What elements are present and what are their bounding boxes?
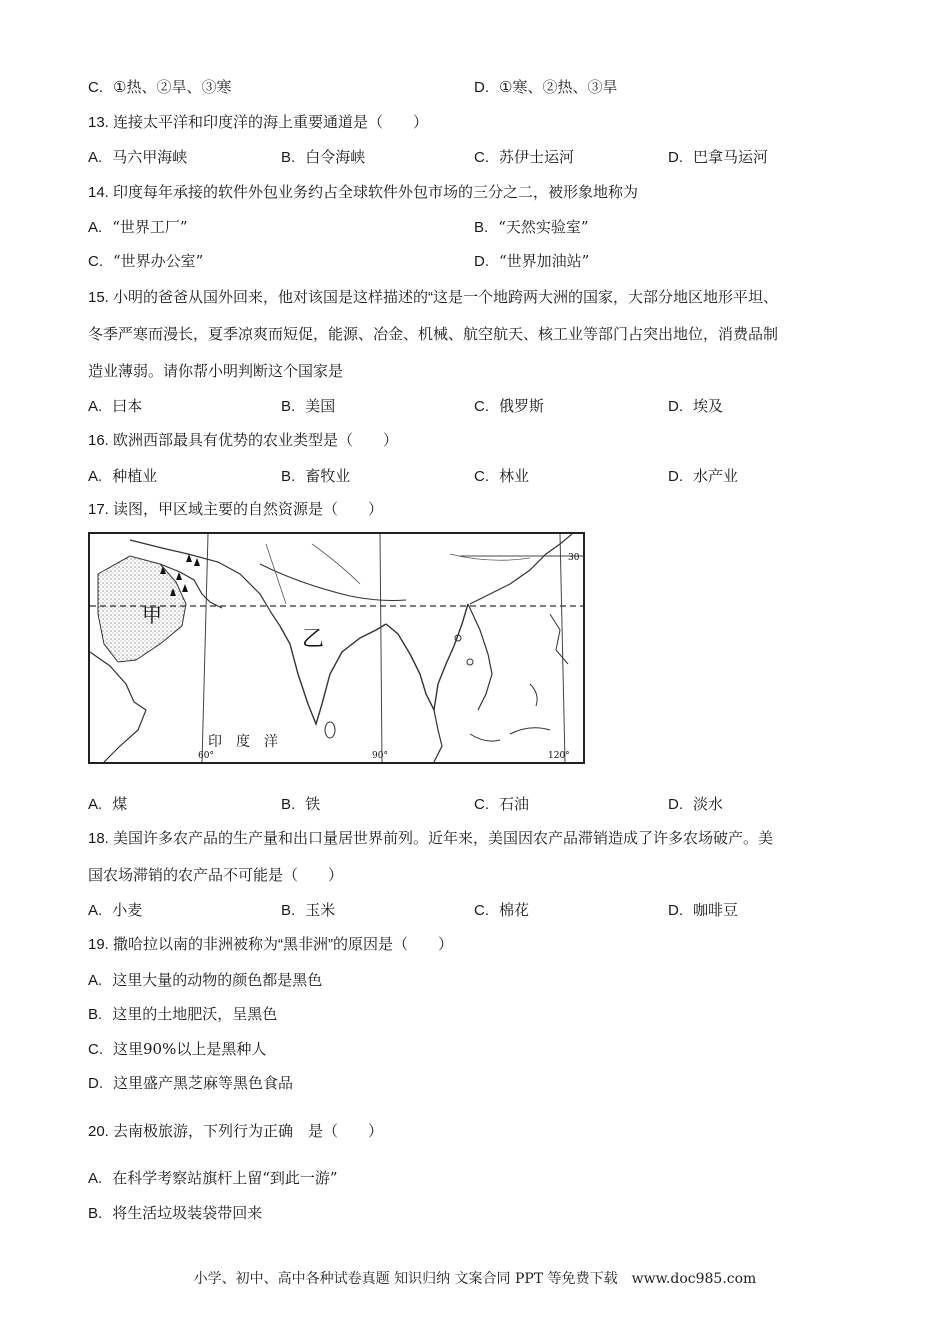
option-a bbox=[88, 969, 322, 990]
question-15-stem-line: 冬季严寒而漫长，夏季凉爽而短促，能源、冶金、机械、航空航天、核工业等部门占突出地位，消费品制 bbox=[88, 325, 779, 343]
question-17-stem: 17. 读图，甲区域主要的自然资源是（ ） bbox=[88, 501, 384, 518]
option-d bbox=[668, 146, 768, 167]
option-text: 埃及 bbox=[693, 397, 724, 415]
option-c bbox=[88, 76, 231, 97]
option-letter: B. bbox=[281, 398, 296, 415]
option-text: “世界办公室” bbox=[113, 252, 204, 270]
option-letter: C. bbox=[474, 398, 489, 415]
option-text: 铁 bbox=[305, 795, 321, 813]
option-text: 俄罗斯 bbox=[499, 397, 545, 415]
option-text: 水产业 bbox=[693, 467, 739, 485]
longitude-label: 90° bbox=[372, 751, 388, 761]
option-letter: B. bbox=[281, 468, 296, 485]
option-letter: A. bbox=[88, 972, 103, 989]
option-d bbox=[474, 250, 589, 271]
option-letter: D. bbox=[474, 79, 489, 96]
option-letter: A. bbox=[88, 149, 103, 166]
option-letter: D. bbox=[668, 902, 683, 919]
option-text: 这里盛产黑芝麻等黑色食品 bbox=[113, 1074, 294, 1092]
option-letter: A. bbox=[88, 219, 103, 236]
option-letter: B. bbox=[281, 796, 296, 813]
option-a bbox=[88, 146, 187, 167]
option-c bbox=[88, 1038, 266, 1059]
option-text: 巴拿马运河 bbox=[693, 148, 769, 166]
option-text: 小麦 bbox=[112, 901, 143, 919]
option-d bbox=[668, 395, 723, 416]
option-text: 马六甲海峡 bbox=[112, 148, 188, 166]
option-letter: D. bbox=[668, 468, 683, 485]
option-text: 淡水 bbox=[693, 795, 724, 813]
option-a bbox=[88, 793, 127, 814]
question-16-stem: 16. 欧洲西部最具有优势的农业类型是（ ） bbox=[88, 432, 399, 449]
option-d bbox=[668, 793, 723, 814]
option-text: ①寒、②热、③旱 bbox=[499, 78, 618, 96]
option-letter: A. bbox=[88, 902, 103, 919]
option-b bbox=[474, 216, 589, 237]
option-a bbox=[88, 899, 142, 920]
option-c bbox=[88, 250, 203, 271]
option-letter: D. bbox=[668, 796, 683, 813]
option-text: 畜牧业 bbox=[305, 467, 351, 485]
question-18-stem-line: 18. 美国许多农产品的生产量和出口量居世界前列。近年来，美国因农产品滞销造成了许多农场破产。美 bbox=[88, 830, 774, 847]
option-letter: B. bbox=[281, 149, 296, 166]
option-text: 曰本 bbox=[112, 397, 143, 415]
option-letter: C. bbox=[474, 149, 489, 166]
south-asia-map bbox=[88, 532, 585, 764]
option-letter: D. bbox=[474, 253, 489, 270]
region-label-jia: 甲 bbox=[142, 603, 162, 627]
option-b bbox=[281, 899, 335, 920]
option-text: 白令海峡 bbox=[305, 148, 366, 166]
option-d bbox=[88, 1072, 293, 1093]
option-letter: D. bbox=[668, 398, 683, 415]
option-letter: C. bbox=[88, 1041, 103, 1058]
option-text: 这里90%以上是黑种人 bbox=[113, 1040, 267, 1058]
latitude-label: 30 bbox=[568, 553, 580, 563]
option-text: 煤 bbox=[112, 795, 128, 813]
option-a bbox=[88, 1167, 338, 1188]
option-letter: B. bbox=[88, 1205, 103, 1222]
option-text: 在科学考察站旗杆上留“到此一游” bbox=[112, 1169, 338, 1187]
question-15-stem-line: 造业薄弱。请你帮小明判断这个国家是 bbox=[88, 362, 344, 380]
option-letter: A. bbox=[88, 796, 103, 813]
option-text: 石油 bbox=[499, 795, 530, 813]
option-b bbox=[281, 146, 365, 167]
option-b bbox=[281, 395, 335, 416]
ocean-label: 印 度 洋 bbox=[208, 734, 278, 750]
option-letter: C. bbox=[88, 253, 103, 270]
option-text: “世界工厂” bbox=[112, 218, 188, 236]
option-d bbox=[474, 76, 617, 97]
option-b bbox=[281, 465, 350, 486]
option-letter: C. bbox=[88, 79, 103, 96]
option-a bbox=[88, 216, 188, 237]
option-letter: B. bbox=[281, 902, 296, 919]
option-c bbox=[474, 146, 574, 167]
option-text: 这里的土地肥沃，呈黑色 bbox=[112, 1005, 278, 1023]
option-text: 这里大量的动物的颜色都是黑色 bbox=[112, 971, 323, 989]
option-a bbox=[88, 395, 142, 416]
longitude-label: 60° bbox=[198, 751, 214, 761]
question-13-stem: 13. 连接太平洋和印度洋的海上重要通道是（ ） bbox=[88, 114, 429, 131]
option-text: “世界加油站” bbox=[499, 252, 590, 270]
option-text: “天然实验室” bbox=[498, 218, 589, 236]
option-text: 将生活垃圾装袋带回来 bbox=[112, 1204, 263, 1222]
option-letter: A. bbox=[88, 398, 103, 415]
option-d bbox=[668, 899, 738, 920]
option-text: 棉花 bbox=[499, 901, 530, 919]
option-b bbox=[88, 1003, 277, 1024]
option-text: 咖啡豆 bbox=[693, 901, 739, 919]
option-b bbox=[88, 1202, 262, 1223]
option-c bbox=[474, 793, 529, 814]
option-letter: B. bbox=[88, 1006, 103, 1023]
option-text: ①热、②旱、③寒 bbox=[113, 78, 232, 96]
option-text: 苏伊士运河 bbox=[499, 148, 575, 166]
region-label-yi: 乙 bbox=[302, 627, 325, 652]
option-d bbox=[668, 465, 738, 486]
option-text: 美国 bbox=[305, 397, 336, 415]
option-b bbox=[281, 793, 320, 814]
option-c bbox=[474, 465, 529, 486]
option-text: 种植业 bbox=[112, 467, 158, 485]
option-letter: D. bbox=[668, 149, 683, 166]
question-18-stem-line: 国农场滞销的农产品不可能是（ ） bbox=[88, 866, 344, 884]
option-letter: A. bbox=[88, 1170, 103, 1187]
option-letter: A. bbox=[88, 468, 103, 485]
option-letter: D. bbox=[88, 1075, 103, 1092]
option-letter: B. bbox=[474, 219, 489, 236]
option-c bbox=[474, 899, 529, 920]
page-footer: 小学、初中、高中各种试卷真题 知识归纳 文案合同 PPT 等免费下载 www.doc985.com bbox=[193, 1271, 757, 1287]
question-14-stem: 14. 印度每年承接的软件外包业务约占全球软件外包市场的三分之二，被形象地称为 bbox=[88, 184, 639, 201]
question-15-stem-line: 15. 小明的爸爸从国外回来，他对该国是这样描述的“这是一个地跨两大洲的国家，大部分地区地形平坦、 bbox=[88, 289, 779, 306]
longitude-label: 120° bbox=[548, 751, 570, 761]
question-20-stem: 20. 去南极旅游，下列行为正确 是（ ） bbox=[88, 1123, 384, 1140]
option-letter: C. bbox=[474, 468, 489, 485]
option-a bbox=[88, 465, 157, 486]
option-letter: C. bbox=[474, 796, 489, 813]
option-c bbox=[474, 395, 544, 416]
option-text: 林业 bbox=[499, 467, 530, 485]
option-text: 玉米 bbox=[305, 901, 336, 919]
option-letter: C. bbox=[474, 902, 489, 919]
question-19-stem: 19. 撒哈拉以南的非洲被称为“黑非洲”的原因是（ ） bbox=[88, 936, 454, 953]
